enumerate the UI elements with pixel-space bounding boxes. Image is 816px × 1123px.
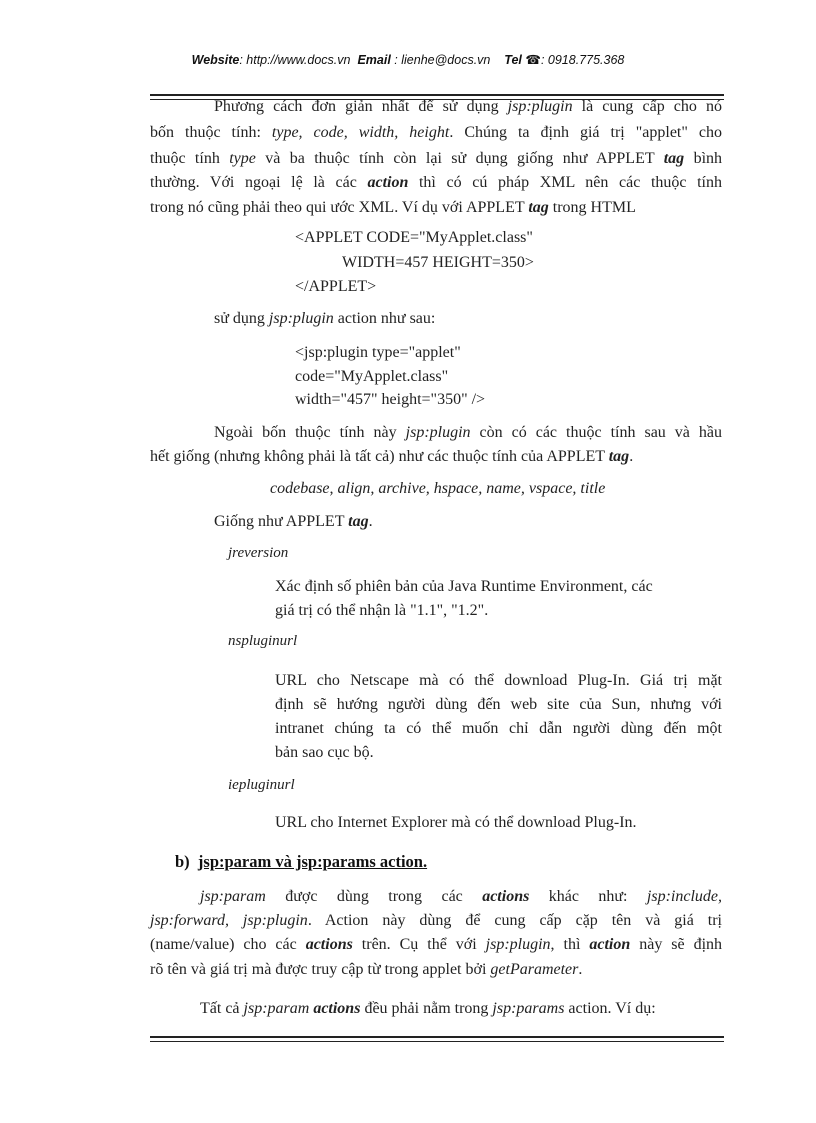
p5-line4: rõ tên và giá trị mà được truy cập từ trong applet bởi getParameter. (150, 961, 583, 978)
p5-line1: jsp:param được dùng trong các actions khác như: jsp:include, (200, 888, 723, 905)
phone-icon: ☎ (525, 53, 541, 67)
email-label: Email (357, 53, 391, 67)
website-value: : http://www.docs.vn (239, 53, 351, 67)
section-b-number: b) (175, 852, 190, 871)
term-nspluginurl-desc-1: URL cho Netscape mà có thể download Plug-In. Giá trị mặt (275, 672, 722, 689)
p1-line1: Phương cách đơn giản nhất để sử dụng jsp:plugin là cung cấp cho nó (214, 98, 723, 115)
p1-line3: thuộc tính type và ba thuộc tính còn lại sử dụng giống như APPLET tag bình (150, 150, 723, 167)
footer-rule-thin (150, 1041, 724, 1042)
p4-line: Giống như APPLET tag. (214, 513, 373, 530)
p1-line4: thường. Với ngoại lệ là các action thì có cú pháp XML nên các thuộc tính (150, 174, 723, 191)
email-value: : lienhe@docs.vn (394, 53, 491, 67)
term-nspluginurl-desc-3: intranet chúng ta có thể muốn chỉ dẫn người dùng đến một (275, 720, 722, 737)
section-b-heading (175, 852, 427, 872)
code2-line1: <jsp:plugin type="applet" (295, 344, 461, 361)
page-header (0, 52, 816, 67)
code1-line3: </APPLET> (295, 278, 377, 295)
website-label: Website (191, 53, 240, 67)
term-jreversion-desc-1: Xác định số phiên bản của Java Runtime Environment, các (275, 578, 653, 595)
code1-line2: WIDTH=457 HEIGHT=350> (342, 254, 534, 271)
p5-line2: jsp:forward, jsp:plugin. Action này dùng để cung cấp cặp tên và giá trị (150, 912, 722, 929)
p3-line1: Ngoài bốn thuộc tính này jsp:plugin còn có các thuộc tính sau và hầu (214, 424, 722, 441)
term-nspluginurl-desc-2: định sẽ hướng người dùng đến web site của Sun, nhưng với (275, 696, 722, 713)
term-jreversion-desc-2: giá trị có thể nhận là "1.1", "1.2". (275, 602, 489, 619)
p1-line2: bốn thuộc tính: type, code, width, height. Chúng ta định giá trị "applet" cho (150, 124, 723, 141)
tel-value: : 0918.775.368 (540, 53, 625, 67)
code2-line2: code="MyApplet.class" (295, 368, 449, 385)
term-iepluginurl: iepluginurl (228, 777, 295, 793)
section-b-title: jsp:param và jsp:params action. (197, 852, 428, 871)
code2-line3: width="457" height="350" /> (295, 391, 486, 408)
attribute-list: codebase, align, archive, hspace, name, vspace, title (270, 480, 606, 497)
tel-label: Tel (504, 53, 522, 67)
code1-line1: <APPLET CODE="MyApplet.class" (295, 229, 533, 246)
term-jreversion: jreversion (228, 545, 289, 561)
term-nspluginurl-desc-4: bản sao cục bộ. (275, 744, 374, 761)
p2-line: sử dụng jsp:plugin action như sau: (214, 310, 436, 327)
term-nspluginurl: nspluginurl (228, 633, 298, 649)
p6-line: Tất cả jsp:param actions đều phải nằm trong jsp:params action. Ví dụ: (200, 1000, 656, 1017)
p5-line3: (name/value) cho các actions trên. Cụ thể với jsp:plugin, thì action này sẽ định (150, 936, 723, 953)
footer-rule (150, 1036, 724, 1038)
p3-line2: hết giống (nhưng không phải là tất cả) như các thuộc tính của APPLET tag. (150, 448, 634, 465)
term-iepluginurl-desc-1: URL cho Internet Explorer mà có thể download Plug-In. (275, 814, 637, 831)
p1-line5: trong nó cũng phải theo qui ước XML. Ví dụ với APPLET tag trong HTML (150, 199, 636, 216)
